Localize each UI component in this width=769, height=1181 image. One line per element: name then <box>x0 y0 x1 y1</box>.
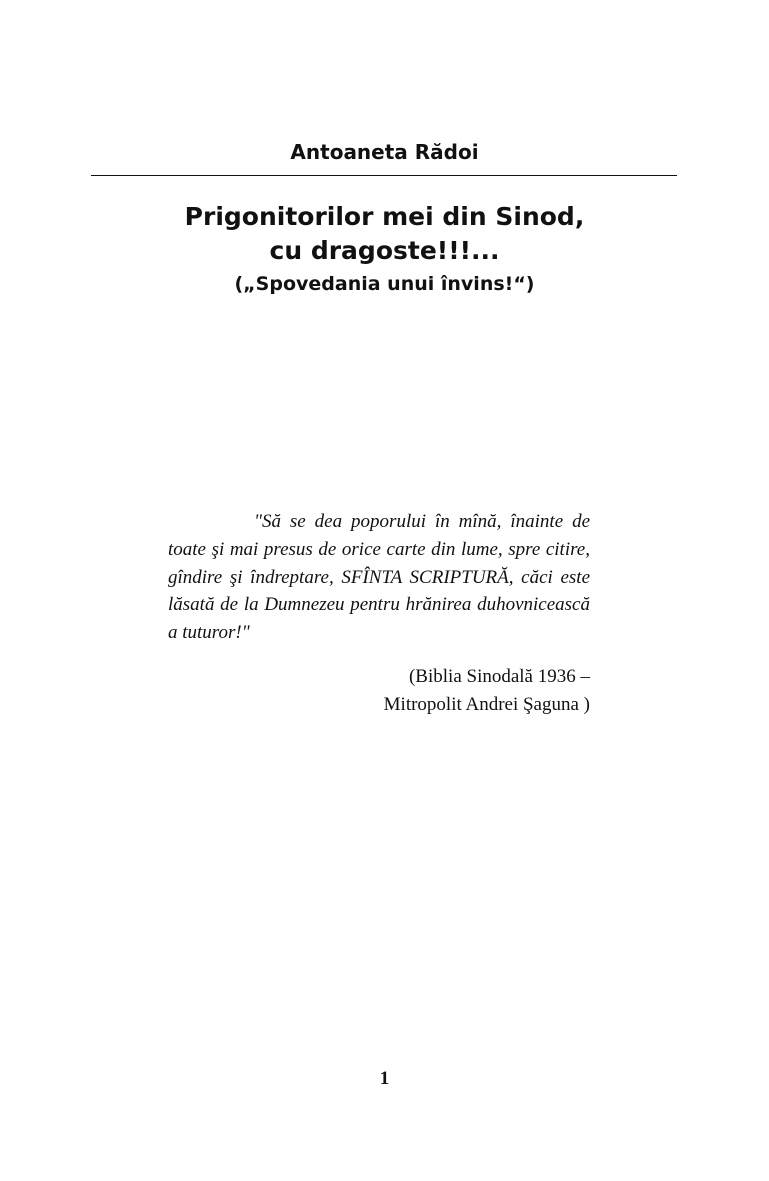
title-line-2: cu dragoste!!!... <box>269 236 500 265</box>
header-rule <box>91 175 677 176</box>
source-line-2: Mitropolit Andrei Şaguna ) <box>383 694 590 715</box>
page-number: 1 <box>379 1068 390 1089</box>
epigraph-source <box>168 663 590 719</box>
book-subtitle: („Spovedania unui învins!“) <box>234 273 535 295</box>
epigraph-quote: "Să se dea poporului în mînă, înainte de toate şi mai presus de orice carte din lume, spre citire, gîndire şi îndreptare, SFÎNTA SCRIPTURĂ, căci este lăsată de la Dumnezeu pentru hrănirea duhovnicească a tuturor!" <box>168 511 590 644</box>
book-title <box>60 200 709 268</box>
source-line-1: (Biblia Sinodală 1936 – <box>408 666 590 687</box>
title-line-1: Prigonitorilor mei din Sinod, <box>184 202 585 231</box>
author-name: Antoaneta Rădoi <box>290 140 479 164</box>
